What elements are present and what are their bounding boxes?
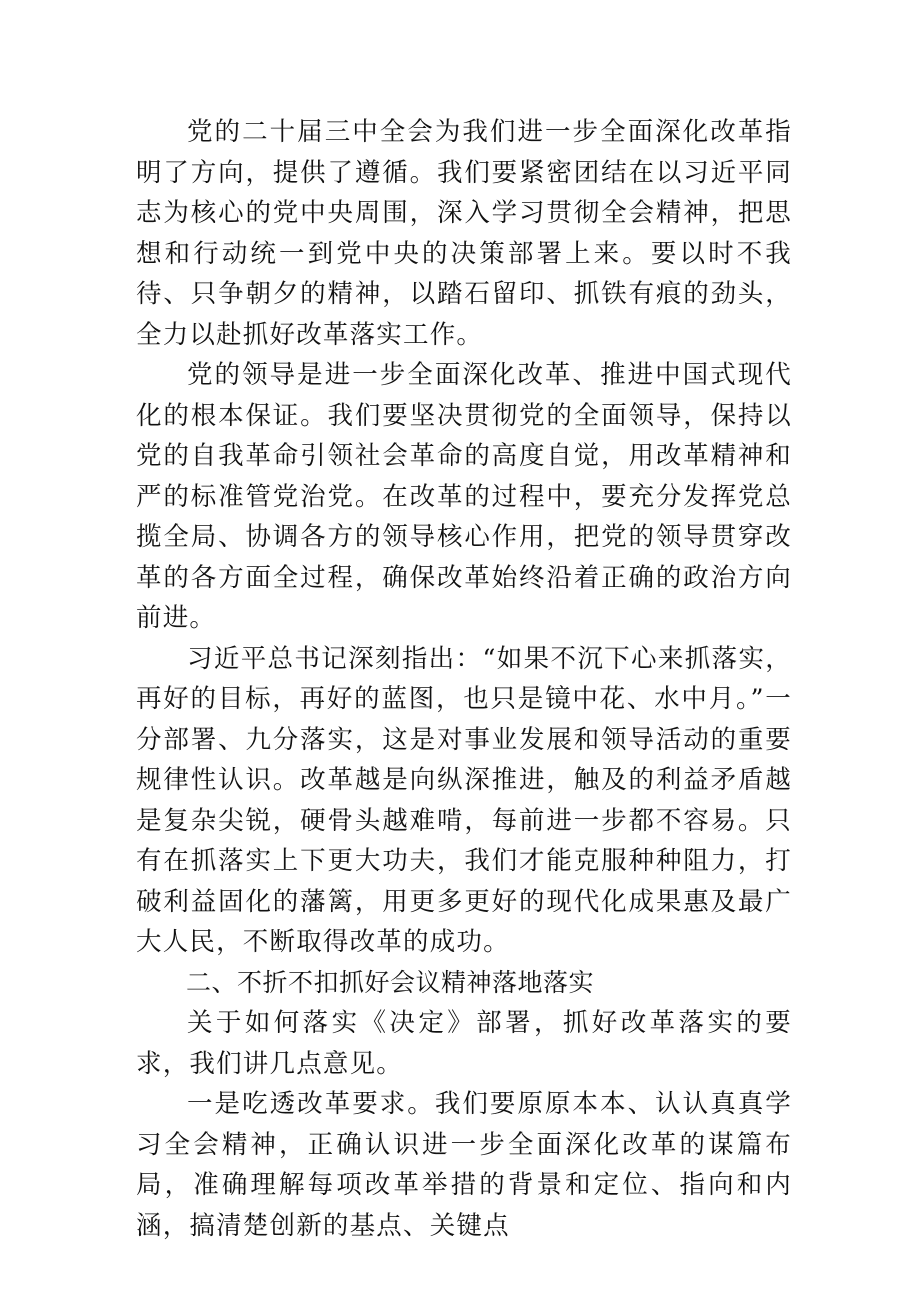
paragraph-1: 党的二十届三中全会为我们进一步全面深化改革指明了方向，提供了遵循。我们要紧密团结在以习近平同志为核心的党中央周围，深入学习贯彻全会精神，把思想和行动统一到党中央的决策部署上来。要以时不我待、只争朝夕的精神，以踏石留印、抓铁有痕的劲头，全力以赴抓好改革落实工作。 [136,117,792,350]
document-body [136,112,792,1246]
section-heading: 二、不折不扣抓好会议精神落地落实 [186,967,595,997]
paragraph-3: 习近平总书记深刻指出：“如果不沉下心来抓落实，再好的目标，再好的蓝图，也只是镜中花、水中月。”一分部署、九分落实，这是对事业发展和领导活动的重要规律性认识。改革越是向纵深推进，触及的利益矛盾越是复杂尖锐，硬骨头越难啃，每前进一步都不容易。只有在抓落实上下更大功夫，我们才能克服种种阻力，打破利益固化的藩篱，用更多更好的现代化成果惠及最广大人民，不断取得改革的成功。 [136,643,792,957]
paragraph-2: 党的领导是进一步全面深化改革、推进中国式现代化的根本保证。我们要坚决贯彻党的全面领导，保持以党的自我革命引领社会革命的高度自觉，用改革精神和严的标准管党治党。在改革的过程中，要充分发挥党总揽全局、协调各方的领导核心作用，把党的领导贯穿改革的各方面全过程，确保改革始终沿着正确的政治方向前进。 [136,360,792,633]
paragraph-4: 关于如何落实《决定》部署，抓好改革落实的要求，我们讲几点意见。 [136,1008,792,1079]
paragraph-5: 一是吃透改革要求。我们要原原本本、认认真真学习全会精神，正确认识进一步全面深化改革的谋篇布局，准确理解每项改革举措的背景和定位、指向和内涵，搞清楚创新的基点、关键点 [136,1089,792,1241]
